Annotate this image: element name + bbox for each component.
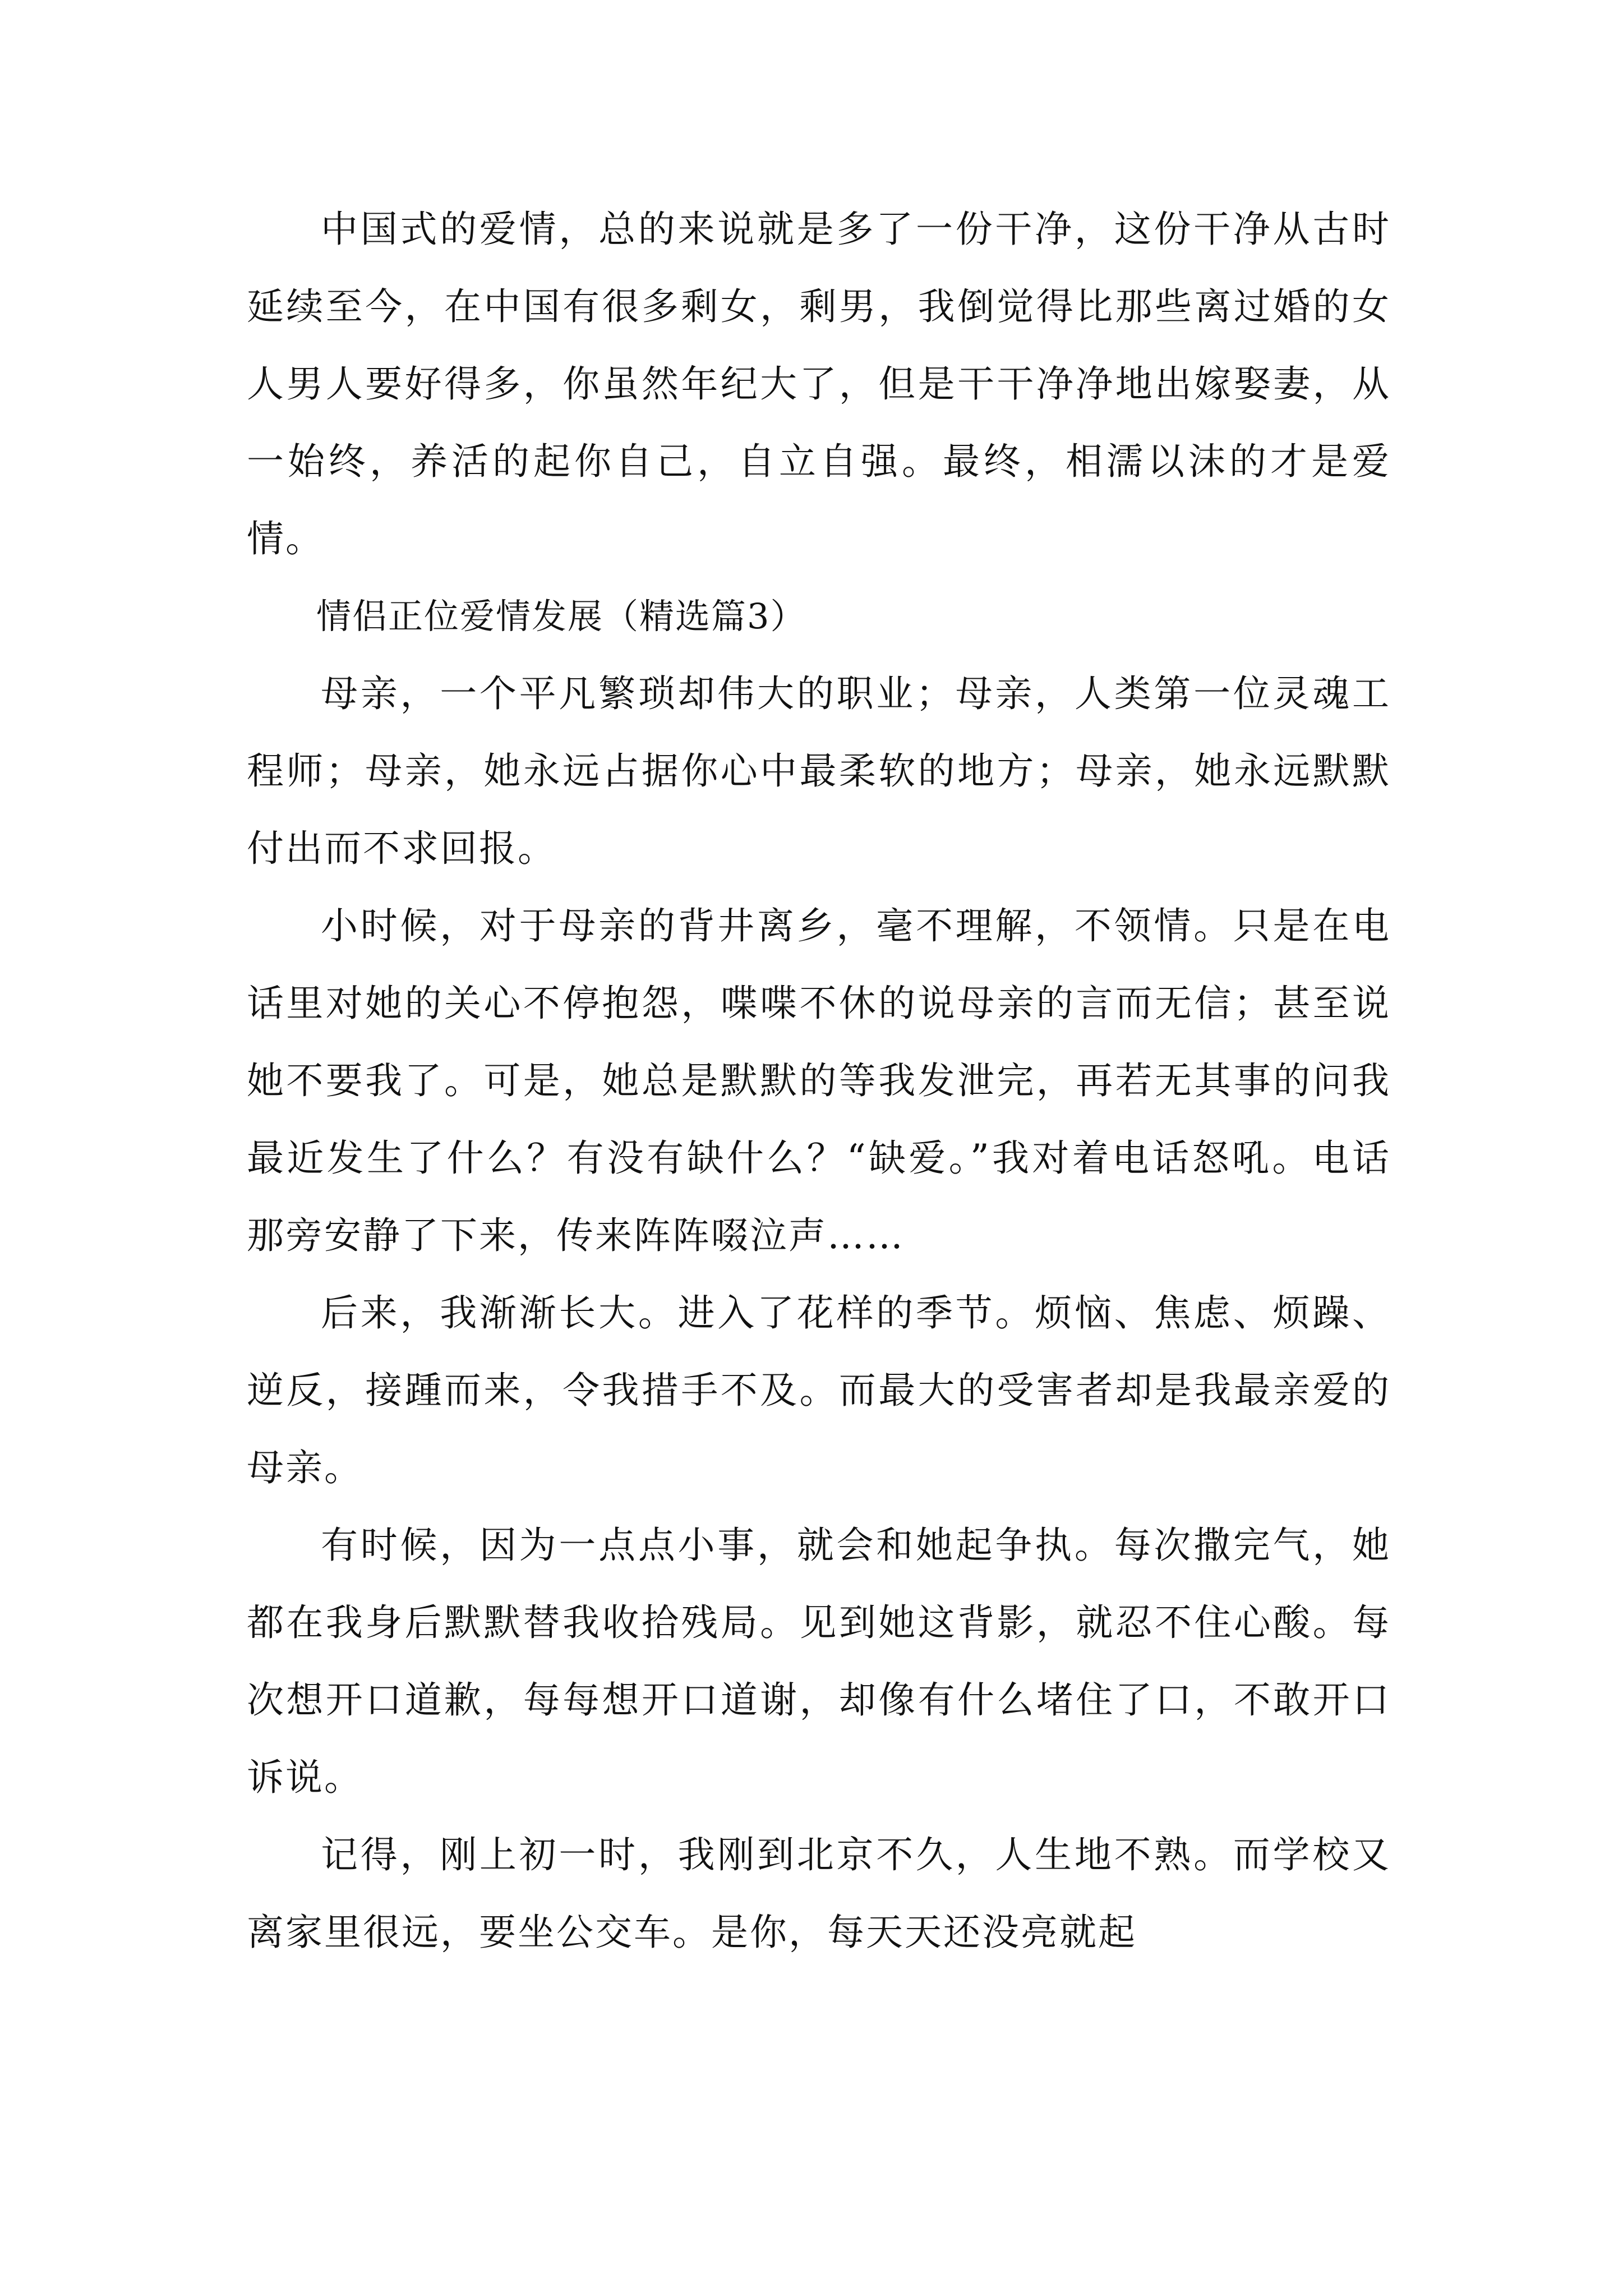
paragraph-5: 有时候，因为一点点小事，就会和她起争执。每次撒完气，她都在我身后默默替我收拾残局。见到她这背影，就忍不住心酸。每次想开口道歉，每每想开口道谢，却像有什么堵住了口，不敢开口诉说。	[247, 1524, 1391, 1799]
paragraph-6: 记得，刚上初一时，我刚到北京不久，人生地不熟。而学校又离家里很远，要坐公交车。是你，每天天还没亮就起	[247, 1833, 1391, 1954]
paragraph-3: 小时候，对于母亲的背井离乡，毫不理解，不领情。只是在电话里对她的关心不停抱怨，喋喋不休的说母亲的言而无信；甚至说她不要我了。可是，她总是默默的等我发泄完，再若无其事的问我最近发生了什么？有没有缺什么？“缺爱。”我对着电话怒吼。电话那旁安静了下来，传来阵阵啜泣声……	[247, 904, 1391, 1257]
paragraph-1: 中国式的爱情，总的来说就是多了一份干净，这份干净从古时延续至今，在中国有很多剩女，剩男，我倒觉得比那些离过婚的女人男人要好得多，你虽然年纪大了，但是干干净净地出嫁娶妻，从一始终，养活的起你自己，自立自强。最终，相濡以沫的才是爱情。	[247, 208, 1391, 560]
section-heading: 情侣正位爱情发展（精选篇3）	[316, 596, 806, 637]
document-body	[247, 191, 1391, 1971]
paragraph-4: 后来，我渐渐长大。进入了花样的季节。烦恼、焦虑、烦躁、逆反，接踵而来，令我措手不及。而最大的受害者却是我最亲爱的母亲。	[247, 1291, 1391, 1489]
paragraph-2: 母亲，一个平凡繁琐却伟大的职业；母亲，人类第一位灵魂工程师；母亲，她永远占据你心中最柔软的地方；母亲，她永远默默付出而不求回报。	[247, 672, 1391, 870]
